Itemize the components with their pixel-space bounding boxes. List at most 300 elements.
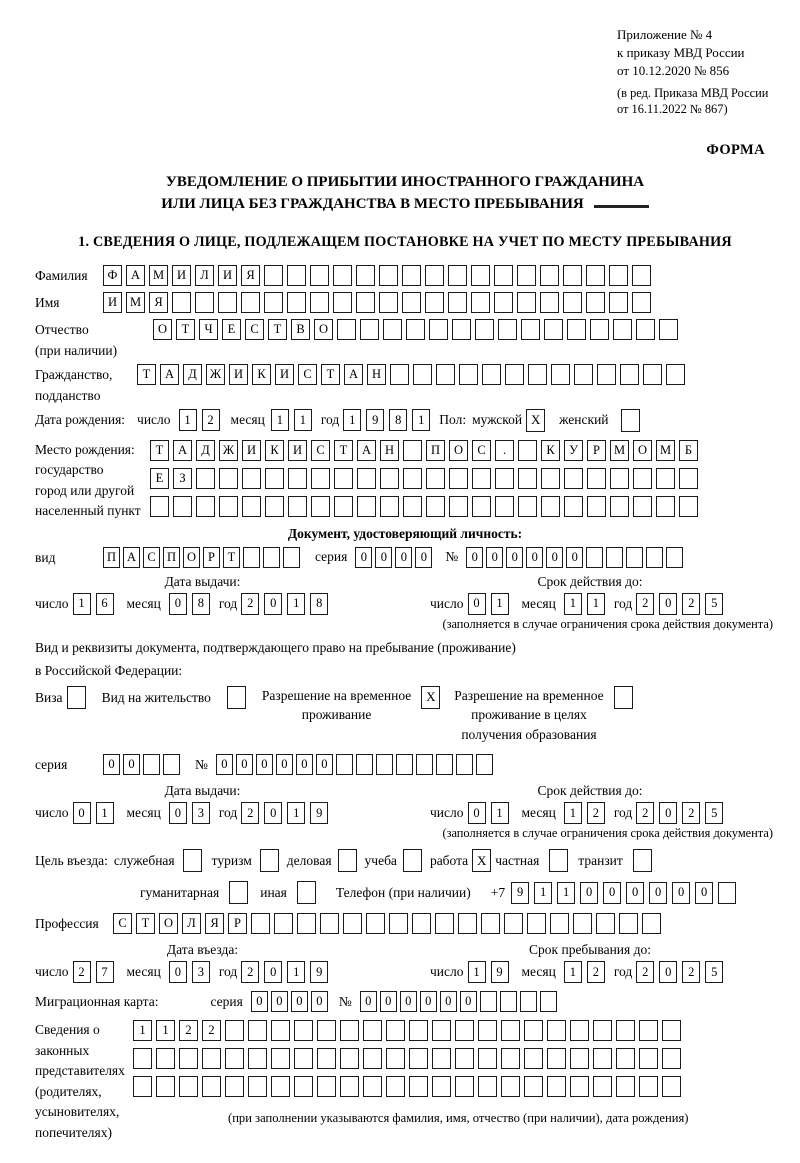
form-cell[interactable]: 0 xyxy=(169,802,187,824)
form-cell[interactable]: 1 xyxy=(287,961,305,983)
form-cell[interactable] xyxy=(317,1020,336,1041)
form-cell[interactable]: 0 xyxy=(506,547,523,568)
form-cell[interactable]: С xyxy=(245,319,264,340)
form-cell[interactable] xyxy=(133,1048,152,1069)
form-cell[interactable] xyxy=(242,496,261,517)
form-cell[interactable] xyxy=(471,292,490,313)
form-cell[interactable] xyxy=(501,1048,520,1069)
form-cell[interactable]: Р xyxy=(228,913,247,934)
form-cell[interactable] xyxy=(225,1020,244,1041)
form-cell[interactable] xyxy=(320,913,339,934)
form-cell[interactable] xyxy=(679,468,698,489)
form-cell[interactable]: К xyxy=(541,440,560,461)
form-cell[interactable]: 2 xyxy=(202,1020,221,1041)
form-cell[interactable]: 1 xyxy=(564,802,582,824)
form-cell[interactable] xyxy=(311,496,330,517)
form-cell[interactable]: Д xyxy=(183,364,202,385)
form-cell[interactable]: 0 xyxy=(264,593,282,615)
form-cell[interactable] xyxy=(402,292,421,313)
form-cell[interactable]: 2 xyxy=(682,802,700,824)
form-cell[interactable] xyxy=(389,913,408,934)
form-cell[interactable] xyxy=(225,1076,244,1097)
form-cell[interactable]: Е xyxy=(150,468,169,489)
form-cell[interactable] xyxy=(505,364,524,385)
form-cell[interactable] xyxy=(616,1048,635,1069)
form-cell[interactable] xyxy=(436,754,453,775)
form-cell[interactable]: 0 xyxy=(603,882,621,904)
form-cell[interactable]: А xyxy=(173,440,192,461)
form-cell[interactable] xyxy=(679,496,698,517)
form-cell[interactable] xyxy=(363,1076,382,1097)
form-cell[interactable]: 1 xyxy=(564,593,582,615)
form-cell[interactable] xyxy=(343,913,362,934)
form-cell[interactable] xyxy=(360,319,379,340)
form-cell[interactable]: 0 xyxy=(395,547,412,568)
form-cell[interactable] xyxy=(311,468,330,489)
form-cell[interactable] xyxy=(518,440,537,461)
form-cell[interactable] xyxy=(248,1076,267,1097)
form-cell[interactable] xyxy=(570,1048,589,1069)
form-cell[interactable] xyxy=(495,468,514,489)
form-cell[interactable] xyxy=(633,468,652,489)
form-cell[interactable] xyxy=(271,1076,290,1097)
form-cell[interactable] xyxy=(517,265,536,286)
form-cell[interactable]: 5 xyxy=(705,802,723,824)
form-cell[interactable]: 0 xyxy=(659,961,677,983)
form-cell[interactable] xyxy=(528,364,547,385)
form-cell[interactable]: 2 xyxy=(241,593,259,615)
form-cell[interactable] xyxy=(265,496,284,517)
form-cell[interactable]: А xyxy=(160,364,179,385)
form-cell[interactable] xyxy=(449,496,468,517)
form-cell[interactable]: 9 xyxy=(310,961,328,983)
form-cell[interactable] xyxy=(632,292,651,313)
form-cell[interactable]: Я xyxy=(149,292,168,313)
form-cell[interactable]: 0 xyxy=(296,754,313,775)
form-cell[interactable] xyxy=(547,1076,566,1097)
form-cell[interactable] xyxy=(590,319,609,340)
form-cell[interactable]: Н xyxy=(380,440,399,461)
form-cell[interactable] xyxy=(412,913,431,934)
form-cell[interactable] xyxy=(403,496,422,517)
form-cell[interactable]: И xyxy=(229,364,248,385)
form-cell[interactable] xyxy=(386,1020,405,1041)
form-cell[interactable] xyxy=(265,468,284,489)
form-cell[interactable] xyxy=(656,468,675,489)
form-cell[interactable]: 0 xyxy=(400,991,417,1012)
form-cell[interactable] xyxy=(283,547,300,568)
form-cell[interactable]: Д xyxy=(196,440,215,461)
form-cell[interactable] xyxy=(476,754,493,775)
form-cell[interactable]: 0 xyxy=(580,882,598,904)
form-cell[interactable]: 0 xyxy=(659,802,677,824)
form-cell[interactable]: 1 xyxy=(491,593,509,615)
form-cell[interactable] xyxy=(471,265,490,286)
form-cell[interactable] xyxy=(409,1048,428,1069)
form-cell[interactable] xyxy=(425,292,444,313)
form-cell[interactable] xyxy=(241,292,260,313)
form-cell[interactable] xyxy=(586,547,603,568)
purpose-study-checkbox[interactable] xyxy=(403,849,422,872)
visa-checkbox[interactable] xyxy=(67,686,86,709)
form-cell[interactable]: 2 xyxy=(587,961,605,983)
form-cell[interactable]: А xyxy=(344,364,363,385)
form-cell[interactable]: 0 xyxy=(311,991,328,1012)
form-cell[interactable]: 5 xyxy=(705,593,723,615)
form-cell[interactable]: 0 xyxy=(169,593,187,615)
purpose-tourism-checkbox[interactable] xyxy=(260,849,279,872)
form-cell[interactable] xyxy=(541,496,560,517)
form-cell[interactable]: 0 xyxy=(123,754,140,775)
form-cell[interactable] xyxy=(550,913,569,934)
form-cell[interactable]: 2 xyxy=(241,961,259,983)
form-cell[interactable]: 0 xyxy=(566,547,583,568)
form-cell[interactable] xyxy=(274,913,293,934)
form-cell[interactable] xyxy=(288,468,307,489)
form-cell[interactable]: Т xyxy=(150,440,169,461)
form-cell[interactable] xyxy=(494,292,513,313)
form-cell[interactable] xyxy=(264,292,283,313)
form-cell[interactable]: О xyxy=(159,913,178,934)
form-cell[interactable] xyxy=(179,1076,198,1097)
temp-residence-checkbox[interactable]: X xyxy=(421,686,440,709)
form-cell[interactable] xyxy=(616,1076,635,1097)
form-cell[interactable] xyxy=(639,1048,658,1069)
form-cell[interactable]: 9 xyxy=(310,802,328,824)
form-cell[interactable] xyxy=(432,1048,451,1069)
form-cell[interactable]: 0 xyxy=(546,547,563,568)
form-cell[interactable] xyxy=(386,1076,405,1097)
form-cell[interactable]: 5 xyxy=(705,961,723,983)
form-cell[interactable]: 0 xyxy=(264,802,282,824)
form-cell[interactable] xyxy=(518,496,537,517)
form-cell[interactable]: 1 xyxy=(294,409,312,431)
form-cell[interactable] xyxy=(609,292,628,313)
form-cell[interactable]: 1 xyxy=(156,1020,175,1041)
form-cell[interactable]: 2 xyxy=(202,409,220,431)
form-cell[interactable] xyxy=(448,265,467,286)
form-cell[interactable] xyxy=(357,496,376,517)
form-cell[interactable]: М xyxy=(149,265,168,286)
form-cell[interactable] xyxy=(540,265,559,286)
form-cell[interactable]: 0 xyxy=(216,754,233,775)
form-cell[interactable] xyxy=(225,1048,244,1069)
form-cell[interactable] xyxy=(619,913,638,934)
form-cell[interactable]: 0 xyxy=(380,991,397,1012)
form-cell[interactable] xyxy=(586,292,605,313)
form-cell[interactable] xyxy=(478,1048,497,1069)
form-cell[interactable] xyxy=(540,292,559,313)
form-cell[interactable]: 2 xyxy=(179,1020,198,1041)
form-cell[interactable]: Н xyxy=(367,364,386,385)
residence-permit-checkbox[interactable] xyxy=(227,686,246,709)
form-cell[interactable] xyxy=(297,913,316,934)
form-cell[interactable] xyxy=(310,265,329,286)
form-cell[interactable] xyxy=(520,991,537,1012)
form-cell[interactable] xyxy=(425,265,444,286)
form-cell[interactable] xyxy=(218,292,237,313)
form-cell[interactable]: А xyxy=(123,547,140,568)
form-cell[interactable] xyxy=(547,1020,566,1041)
form-cell[interactable]: 0 xyxy=(291,991,308,1012)
form-cell[interactable]: З xyxy=(173,468,192,489)
form-cell[interactable] xyxy=(163,754,180,775)
form-cell[interactable] xyxy=(613,319,632,340)
form-cell[interactable]: 0 xyxy=(271,991,288,1012)
form-cell[interactable]: 3 xyxy=(192,802,210,824)
form-cell[interactable] xyxy=(333,265,352,286)
form-cell[interactable]: П xyxy=(103,547,120,568)
form-cell[interactable]: И xyxy=(218,265,237,286)
form-cell[interactable] xyxy=(541,468,560,489)
form-cell[interactable]: 0 xyxy=(103,754,120,775)
form-cell[interactable] xyxy=(452,319,471,340)
form-cell[interactable]: И xyxy=(288,440,307,461)
form-cell[interactable] xyxy=(287,292,306,313)
form-cell[interactable] xyxy=(573,913,592,934)
form-cell[interactable] xyxy=(396,754,413,775)
purpose-other-checkbox[interactable] xyxy=(297,881,316,904)
form-cell[interactable]: 1 xyxy=(287,802,305,824)
purpose-work-checkbox[interactable]: X xyxy=(472,849,491,872)
form-cell[interactable] xyxy=(593,1048,612,1069)
form-cell[interactable]: Б xyxy=(679,440,698,461)
form-cell[interactable]: . xyxy=(495,440,514,461)
form-cell[interactable]: М xyxy=(126,292,145,313)
form-cell[interactable] xyxy=(527,913,546,934)
form-cell[interactable]: Л xyxy=(195,265,214,286)
form-cell[interactable]: И xyxy=(242,440,261,461)
form-cell[interactable]: 1 xyxy=(133,1020,152,1041)
form-cell[interactable] xyxy=(363,1048,382,1069)
form-cell[interactable]: 0 xyxy=(659,593,677,615)
form-cell[interactable]: Т xyxy=(137,364,156,385)
purpose-business-checkbox[interactable] xyxy=(338,849,357,872)
form-cell[interactable]: 1 xyxy=(287,593,305,615)
form-cell[interactable] xyxy=(504,913,523,934)
form-cell[interactable]: И xyxy=(275,364,294,385)
form-cell[interactable] xyxy=(337,319,356,340)
form-cell[interactable] xyxy=(524,1048,543,1069)
form-cell[interactable]: 1 xyxy=(179,409,197,431)
form-cell[interactable] xyxy=(632,265,651,286)
form-cell[interactable] xyxy=(317,1048,336,1069)
form-cell[interactable] xyxy=(150,496,169,517)
form-cell[interactable] xyxy=(242,468,261,489)
form-cell[interactable]: О xyxy=(633,440,652,461)
form-cell[interactable] xyxy=(642,913,661,934)
form-cell[interactable]: 0 xyxy=(236,754,253,775)
form-cell[interactable] xyxy=(196,468,215,489)
form-cell[interactable] xyxy=(656,496,675,517)
form-cell[interactable] xyxy=(633,496,652,517)
form-cell[interactable]: Т xyxy=(321,364,340,385)
form-cell[interactable]: 0 xyxy=(466,547,483,568)
form-cell[interactable] xyxy=(524,1020,543,1041)
purpose-humanitarian-checkbox[interactable] xyxy=(229,881,248,904)
form-cell[interactable]: С xyxy=(143,547,160,568)
form-cell[interactable]: 0 xyxy=(626,882,644,904)
form-cell[interactable] xyxy=(639,1020,658,1041)
form-cell[interactable] xyxy=(310,292,329,313)
form-cell[interactable]: В xyxy=(291,319,310,340)
form-cell[interactable]: 1 xyxy=(534,882,552,904)
form-cell[interactable] xyxy=(662,1048,681,1069)
form-cell[interactable]: 0 xyxy=(440,991,457,1012)
female-checkbox[interactable] xyxy=(621,409,640,432)
form-cell[interactable]: Ч xyxy=(199,319,218,340)
form-cell[interactable] xyxy=(564,496,583,517)
form-cell[interactable]: Т xyxy=(268,319,287,340)
form-cell[interactable]: К xyxy=(252,364,271,385)
form-cell[interactable]: 8 xyxy=(310,593,328,615)
form-cell[interactable] xyxy=(336,754,353,775)
form-cell[interactable] xyxy=(646,547,663,568)
form-cell[interactable]: 0 xyxy=(251,991,268,1012)
form-cell[interactable]: 0 xyxy=(355,547,372,568)
form-cell[interactable] xyxy=(659,319,678,340)
form-cell[interactable]: 0 xyxy=(649,882,667,904)
form-cell[interactable] xyxy=(143,754,160,775)
form-cell[interactable] xyxy=(356,292,375,313)
form-cell[interactable] xyxy=(563,292,582,313)
form-cell[interactable] xyxy=(248,1048,267,1069)
form-cell[interactable] xyxy=(383,319,402,340)
form-cell[interactable] xyxy=(251,913,270,934)
male-checkbox[interactable]: X xyxy=(526,409,545,432)
form-cell[interactable] xyxy=(409,1020,428,1041)
form-cell[interactable] xyxy=(432,1020,451,1041)
form-cell[interactable] xyxy=(340,1076,359,1097)
form-cell[interactable]: 0 xyxy=(468,593,486,615)
form-cell[interactable]: С xyxy=(311,440,330,461)
form-cell[interactable]: 0 xyxy=(420,991,437,1012)
form-cell[interactable]: 1 xyxy=(564,961,582,983)
form-cell[interactable] xyxy=(564,468,583,489)
form-cell[interactable]: Т xyxy=(136,913,155,934)
form-cell[interactable] xyxy=(620,364,639,385)
form-cell[interactable] xyxy=(478,1020,497,1041)
form-cell[interactable] xyxy=(340,1020,359,1041)
form-cell[interactable] xyxy=(173,496,192,517)
form-cell[interactable] xyxy=(610,468,629,489)
form-cell[interactable] xyxy=(179,1048,198,1069)
form-cell[interactable] xyxy=(416,754,433,775)
form-cell[interactable] xyxy=(540,991,557,1012)
form-cell[interactable]: 2 xyxy=(636,593,654,615)
form-cell[interactable] xyxy=(287,265,306,286)
form-cell[interactable]: Л xyxy=(182,913,201,934)
form-cell[interactable]: О xyxy=(183,547,200,568)
form-cell[interactable] xyxy=(596,913,615,934)
form-cell[interactable] xyxy=(248,1020,267,1041)
form-cell[interactable]: 2 xyxy=(636,802,654,824)
form-cell[interactable]: 1 xyxy=(557,882,575,904)
form-cell[interactable]: 1 xyxy=(96,802,114,824)
form-cell[interactable]: 0 xyxy=(276,754,293,775)
form-cell[interactable] xyxy=(334,468,353,489)
form-cell[interactable] xyxy=(593,1020,612,1041)
form-cell[interactable]: 0 xyxy=(415,547,432,568)
form-cell[interactable] xyxy=(643,364,662,385)
form-cell[interactable]: 0 xyxy=(695,882,713,904)
form-cell[interactable]: И xyxy=(172,265,191,286)
form-cell[interactable] xyxy=(666,364,685,385)
form-cell[interactable]: О xyxy=(153,319,172,340)
purpose-official-checkbox[interactable] xyxy=(183,849,202,872)
form-cell[interactable] xyxy=(363,1020,382,1041)
form-cell[interactable] xyxy=(636,319,655,340)
form-cell[interactable] xyxy=(243,547,260,568)
form-cell[interactable] xyxy=(429,319,448,340)
form-cell[interactable] xyxy=(547,1048,566,1069)
form-cell[interactable]: С xyxy=(472,440,491,461)
form-cell[interactable] xyxy=(455,1076,474,1097)
form-cell[interactable]: А xyxy=(357,440,376,461)
form-cell[interactable]: 1 xyxy=(343,409,361,431)
form-cell[interactable]: Я xyxy=(241,265,260,286)
form-cell[interactable] xyxy=(481,913,500,934)
form-cell[interactable] xyxy=(606,547,623,568)
form-cell[interactable]: 0 xyxy=(264,961,282,983)
form-cell[interactable] xyxy=(366,913,385,934)
form-cell[interactable]: М xyxy=(610,440,629,461)
form-cell[interactable] xyxy=(406,319,425,340)
form-cell[interactable] xyxy=(639,1076,658,1097)
form-cell[interactable]: 1 xyxy=(491,802,509,824)
form-cell[interactable]: А xyxy=(126,265,145,286)
form-cell[interactable] xyxy=(480,991,497,1012)
form-cell[interactable]: 6 xyxy=(96,593,114,615)
form-cell[interactable]: Я xyxy=(205,913,224,934)
form-cell[interactable]: 0 xyxy=(526,547,543,568)
form-cell[interactable] xyxy=(271,1020,290,1041)
form-cell[interactable]: 7 xyxy=(96,961,114,983)
form-cell[interactable] xyxy=(390,364,409,385)
form-cell[interactable] xyxy=(524,1076,543,1097)
form-cell[interactable]: 3 xyxy=(192,961,210,983)
form-cell[interactable]: И xyxy=(103,292,122,313)
form-cell[interactable]: Ж xyxy=(219,440,238,461)
form-cell[interactable]: 0 xyxy=(468,802,486,824)
form-cell[interactable] xyxy=(597,364,616,385)
form-cell[interactable] xyxy=(379,292,398,313)
form-cell[interactable] xyxy=(563,265,582,286)
form-cell[interactable] xyxy=(500,991,517,1012)
form-cell[interactable]: 9 xyxy=(511,882,529,904)
form-cell[interactable] xyxy=(501,1076,520,1097)
form-cell[interactable] xyxy=(196,496,215,517)
form-cell[interactable]: 8 xyxy=(389,409,407,431)
form-cell[interactable]: Т xyxy=(334,440,353,461)
purpose-private-checkbox[interactable] xyxy=(549,849,568,872)
form-cell[interactable] xyxy=(574,364,593,385)
form-cell[interactable]: 0 xyxy=(169,961,187,983)
form-cell[interactable]: 9 xyxy=(366,409,384,431)
form-cell[interactable] xyxy=(495,496,514,517)
form-cell[interactable] xyxy=(478,1076,497,1097)
form-cell[interactable] xyxy=(586,265,605,286)
form-cell[interactable]: 2 xyxy=(682,593,700,615)
form-cell[interactable]: Ж xyxy=(206,364,225,385)
form-cell[interactable] xyxy=(551,364,570,385)
form-cell[interactable] xyxy=(435,913,454,934)
form-cell[interactable] xyxy=(333,292,352,313)
form-cell[interactable] xyxy=(195,292,214,313)
form-cell[interactable] xyxy=(380,496,399,517)
form-cell[interactable] xyxy=(666,547,683,568)
form-cell[interactable] xyxy=(455,1048,474,1069)
